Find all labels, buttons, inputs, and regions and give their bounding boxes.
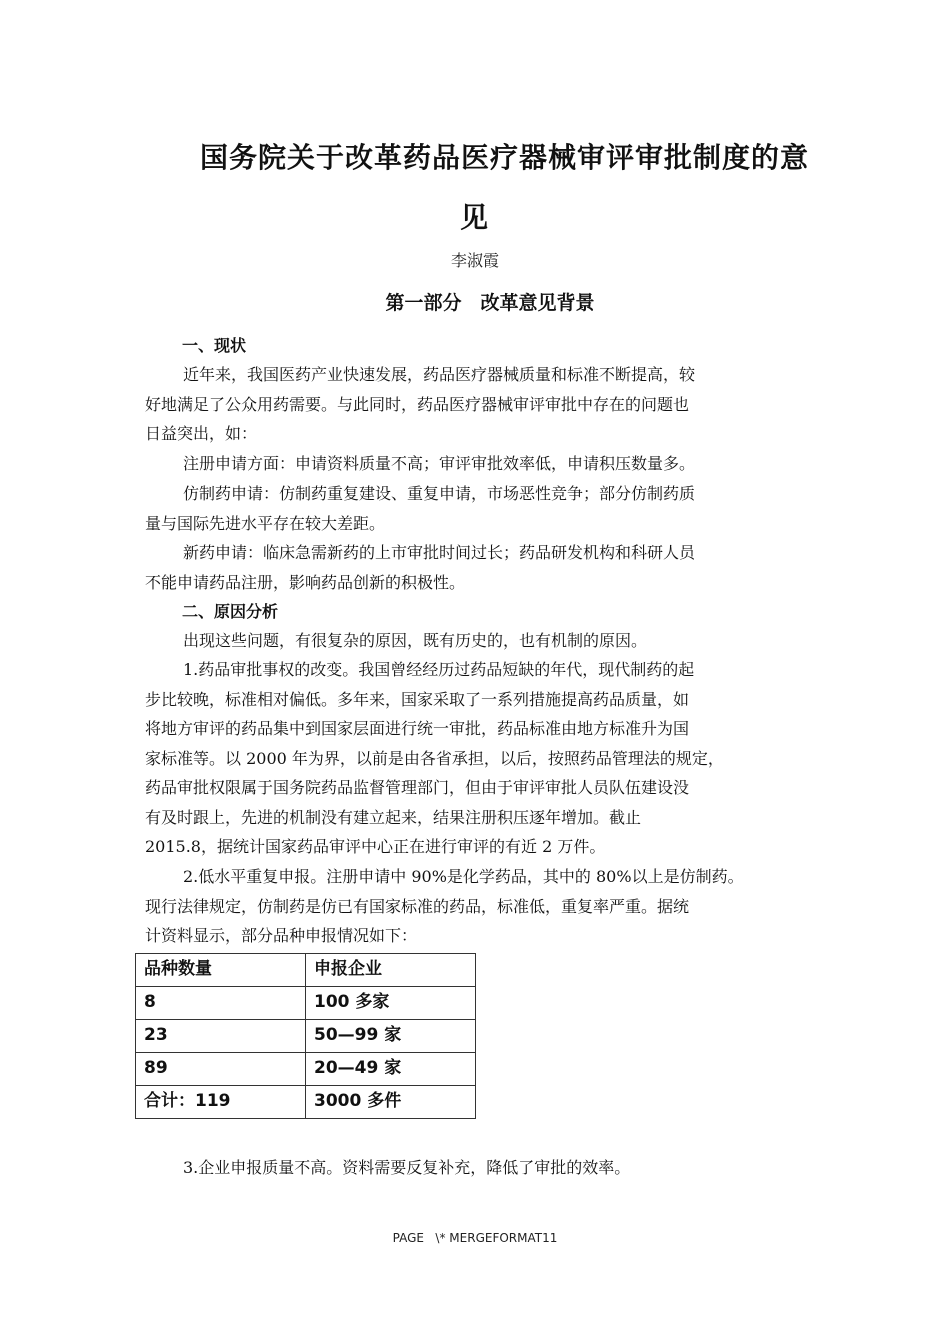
text-line: 仿制药申请：仿制药重复建设、重复申请，市场恶性竞争；部分仿制药质 xyxy=(183,484,696,503)
text-line: 步比较晚，标准相对偏低。多年来，国家采取了一系列措施提高药品质量，如 xyxy=(145,689,690,709)
table-cell: 100 多家 xyxy=(306,987,476,1020)
table-row xyxy=(136,1020,476,1053)
table-cell: 50—99 家 xyxy=(306,1020,476,1053)
paragraph-new-drug xyxy=(145,538,825,597)
text-line: 2.低水平重复申报。注册申请中 90%是化学药品，其中的 80%以上是仿制药。 xyxy=(183,867,744,886)
text-line: 新药申请：临床急需新药的上市审批时间过长；药品研发机构和科研人员 xyxy=(183,543,696,562)
text-line: 好地满足了公众用药需要。与此同时，药品医疗器械审评审批中存在的问题也 xyxy=(145,394,690,414)
table-header-cell: 申报企业 xyxy=(306,954,476,987)
text-line: 出现这些问题，有很复杂的原因，既有历史的，也有机制的原因。 xyxy=(183,631,648,650)
text-line: 日益突出，如： xyxy=(145,424,258,443)
document-title: 国务院关于改革药品医疗器械审评审批制度的意 xyxy=(200,141,810,174)
application-stats-table xyxy=(135,953,476,1119)
document-title-continued: 见 xyxy=(460,201,490,234)
paragraph-generic xyxy=(145,479,825,538)
paragraph-intro xyxy=(145,360,825,449)
table-row-total xyxy=(136,1086,476,1119)
text-line: 现行法律规定，仿制药是仿已有国家标准的药品，标准低，重复率严重。据统 xyxy=(145,896,690,916)
table-cell: 20—49 家 xyxy=(306,1053,476,1086)
heading-status: 一、现状 xyxy=(182,336,247,355)
text-line: 2015.8，据统计国家药品审评中心正在进行审评的有近 2 万件。 xyxy=(145,837,606,856)
text-line: 有及时跟上，先进的机制没有建立起来，结果注册积压逐年增加。截止 xyxy=(145,807,642,827)
text-line: 将地方审评的药品集中到国家层面进行统一审批，药品标准由地方标准升为国 xyxy=(145,719,690,738)
table-cell: 8 xyxy=(136,987,306,1020)
table-cell: 3000 多件 xyxy=(306,1086,476,1119)
text-line: 量与国际先进水平存在较大差距。 xyxy=(145,513,386,533)
text-line: 注册申请方面：申请资料质量不高；审评审批效率低，申请积压数量多。 xyxy=(183,454,696,473)
table-header-row xyxy=(136,954,476,987)
heading-cause-analysis: 二、原因分析 xyxy=(182,602,279,621)
table-cell: 23 xyxy=(136,1020,306,1053)
table-row xyxy=(136,987,476,1020)
text-line: 计资料显示，部分品种申报情况如下： xyxy=(145,926,418,945)
section-title: 第一部分 改革意见背景 xyxy=(385,292,595,314)
paragraph-causes-intro xyxy=(145,626,825,656)
author-name: 李淑霞 xyxy=(450,251,499,270)
text-line: 3.企业申报质量不高。资料需要反复补充，降低了审批的效率。 xyxy=(183,1158,631,1177)
table-cell: 合计：119 xyxy=(136,1086,306,1119)
paragraph-cause-1 xyxy=(145,655,825,862)
text-line: 1.药品审批事权的改变。我国曾经经历过药品短缺的年代，现代制药的起 xyxy=(183,660,695,679)
page-footer-field: PAGE \* MERGEFORMAT11 xyxy=(392,1231,558,1245)
paragraph-registration xyxy=(145,449,825,479)
text-line: 药品审批权限属于国务院药品监督管理部门，但由于审评审批人员队伍建设没 xyxy=(145,778,690,797)
table-row xyxy=(136,1053,476,1086)
text-line: 近年来，我国医药产业快速发展，药品医疗器械质量和标准不断提高，较 xyxy=(183,365,696,384)
paragraph-cause-3 xyxy=(145,1153,825,1183)
table-header-cell: 品种数量 xyxy=(136,954,306,987)
table-cell: 89 xyxy=(136,1053,306,1086)
text-line: 家标准等。以 2000 年为界，以前是由各省承担，以后，按照药品管理法的规定， xyxy=(145,748,724,768)
text-line: 不能申请药品注册，影响药品创新的积极性。 xyxy=(145,572,466,592)
paragraph-cause-2 xyxy=(145,862,825,951)
